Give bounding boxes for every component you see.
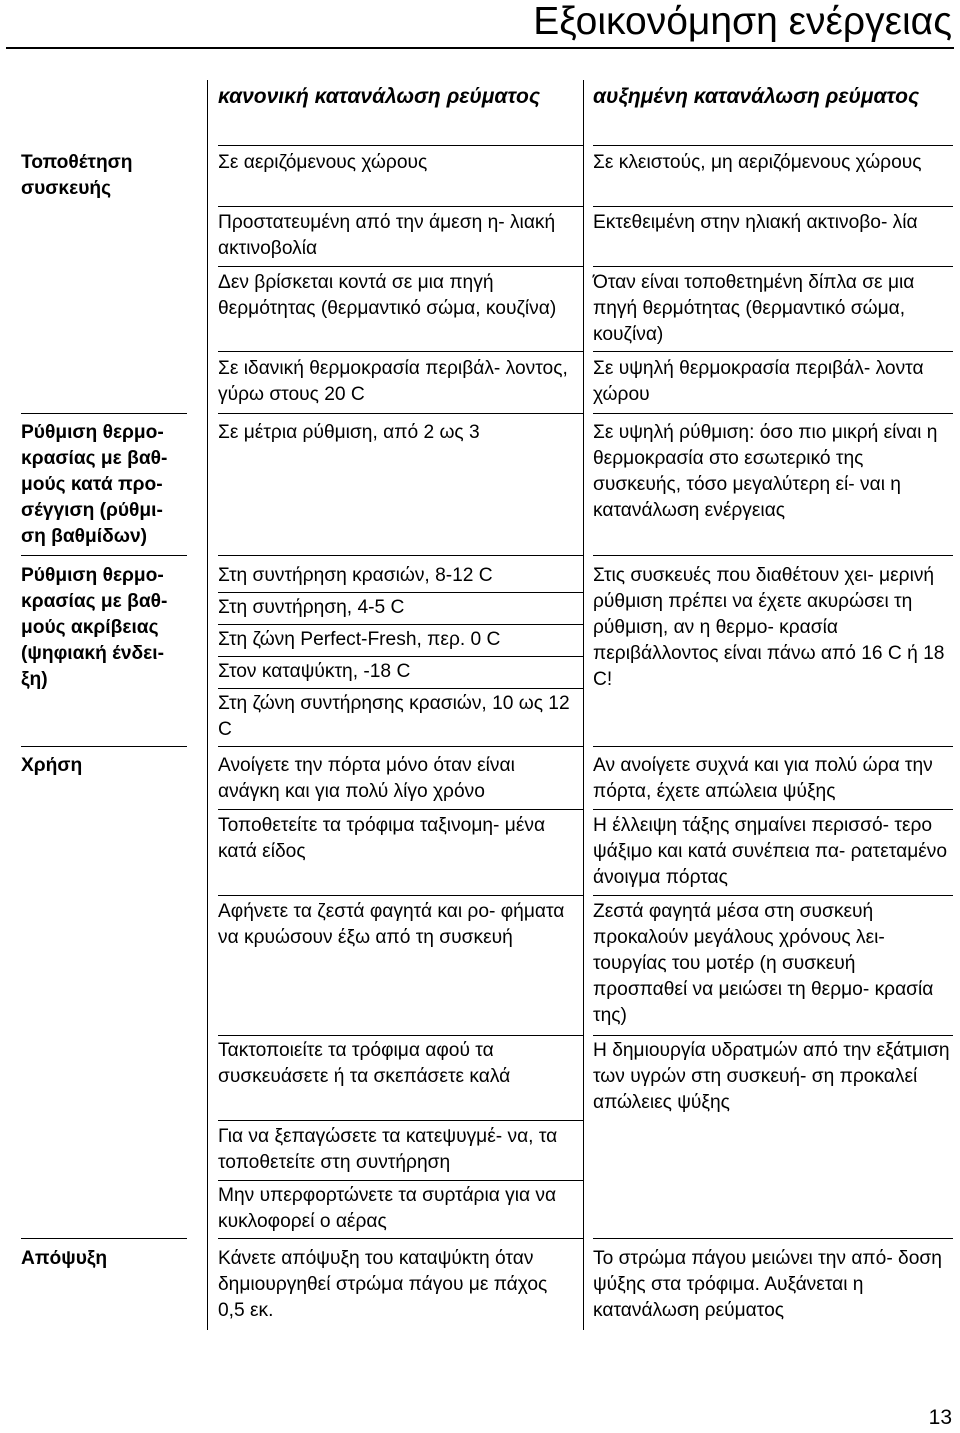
normal-placement-item: Σε αεριζόμενους χώρους: [218, 152, 428, 173]
normal-precise-item: Στη ζώνη συντήρησης κρασιών, 10 ως 12 C: [218, 693, 570, 740]
high-usage-item: Ζεστά φαγητά μέσα στη συσκευή προκαλούν μεγάλους χρόνους λει- τουργίας του μοτέρ (η συσκευή προσπαθεί να μειώσει τη θερμο- κρασία της): [593, 901, 934, 1026]
row-divider: [218, 1238, 584, 1239]
normal-usage-item: Αφήνετε τα ζεστά φαγητά και ρο- φήματα να κρυώσουν έξω από τη συσκευή: [218, 901, 565, 948]
item-divider: [593, 895, 953, 896]
normal-precise-item: Στη ζώνη Perfect-Fresh, περ. 0 C: [218, 629, 501, 650]
row-divider: [593, 555, 953, 556]
row-divider: [218, 413, 584, 414]
row-label-usage: Χρήση: [21, 755, 83, 776]
row-divider: [218, 555, 584, 556]
header-divider: [593, 145, 953, 146]
normal-precise-item: Στη συντήρηση κρασιών, 8-12 C: [218, 565, 493, 586]
normal-placement-item: Δεν βρίσκεται κοντά σε μια πηγή θερμότητας (θερμαντικό σώμα, κουζίνα): [218, 272, 557, 319]
row-divider: [21, 555, 187, 556]
high-placement-item: Σε υψηλή θερμοκρασία περιβάλ- λοντα χώρου: [593, 358, 924, 405]
item-divider: [218, 1035, 584, 1036]
column-header-high: αυξημένη κατανάλωση ρεύματος: [593, 85, 920, 108]
item-divider: [593, 351, 953, 352]
normal-usage-item: Ανοίγετε την πόρτα μόνο όταν είναι ανάγκη και για πολύ λίγο χρόνο: [218, 755, 515, 802]
high-placement-item: Όταν είναι τοποθετημένη δίπλα σε μια πηγή θερμότητας (θερμαντικό σώμα, κουζίνα): [593, 272, 915, 345]
row-divider: [593, 1238, 953, 1239]
header-divider: [218, 145, 584, 146]
item-divider: [593, 266, 953, 267]
normal-usage-item: Τοποθετείτε τα τρόφιμα ταξινομη- μένα κατά είδος: [218, 815, 546, 862]
high-usage-item: Αν ανοίγετε συχνά και για πολύ ώρα την πόρτα, έχετε απώλεια ψύξης: [593, 755, 933, 802]
column-divider-left: [207, 80, 208, 1330]
normal-usage-item: Τακτοποιείτε τα τρόφιμα αφού τα συσκευάσετε ή τα σκεπάσετε καλά: [218, 1040, 511, 1087]
high-placement-item: Σε κλειστούς, μη αεριζόμενους χώρους: [593, 152, 922, 173]
normal-usage-item: Για να ξεπαγώσετε τα κατεψυγμέ- να, τα τοποθετείτε στη συντήρηση: [218, 1126, 558, 1173]
item-divider: [218, 206, 584, 207]
item-divider: [218, 895, 584, 896]
header-rule: [6, 47, 954, 49]
page-number: 13: [928, 1406, 952, 1429]
row-label-placement: Τοποθέτηση συσκευής: [21, 152, 133, 199]
page-title: Εξοικονόμηση ενέργειας: [533, 0, 952, 43]
item-divider: [593, 1035, 953, 1036]
row-divider: [21, 746, 187, 747]
row-divider: [21, 1238, 187, 1239]
row-label-approx-setting: Ρύθμιση θερμο- κρασίας με βαθ- μούς κατά προ- σέγγιση (ρύθμι- ση βαθμίδων): [21, 422, 168, 547]
item-divider: [218, 351, 584, 352]
item-divider: [218, 624, 584, 625]
normal-approx-item: Σε μέτρια ρύθμιση, από 2 ως 3: [218, 422, 480, 443]
normal-placement-item: Σε ιδανική θερμοκρασία περιβάλ- λοντος, γύρω στους 20 C: [218, 358, 568, 405]
row-divider: [218, 746, 584, 747]
item-divider: [218, 592, 584, 593]
item-divider: [218, 688, 584, 689]
high-usage-item: Η έλλειψη τάξης σημαίνει περισσό- τερο ψάξιμο και κατά συνέπεια πα- ρατεταμένο άνοιγμα πόρτας: [593, 815, 948, 888]
high-approx-item: Σε υψηλή ρύθμιση: όσο πιο μικρή είναι η θερμοκρασία στο εσωτερικό της συσκευής, τόσο μεγαλύτερη εί- ναι η κατανάλωση ενέργειας: [593, 422, 938, 521]
high-precise-item: Στις συσκευές που διαθέτουν χει- μερινή ρύθμιση πρέπει να έχετε ακυρώσει τη ρύθμιση, αν η θερμο- κρασία περιβάλλοντος είναι πάνω από 16 C ή 18 C!: [593, 565, 945, 690]
item-divider: [593, 206, 953, 207]
high-usage-item: Η δημιουργία υδρατμών από την εξάτμιση των υγρών στη συσκευή- ση προκαλεί απώλειες ψύξης: [593, 1040, 950, 1113]
normal-defrost-item: Κάνετε απόψυξη του καταψύκτη όταν δημιουργηθεί στρώμα πάγου με πάχος 0,5 εκ.: [218, 1248, 548, 1321]
column-header-normal: κανονική κατανάλωση ρεύματος: [218, 85, 541, 108]
normal-placement-item: Προστατευμένη από την άμεση η- λιακή ακτινοβολία: [218, 212, 556, 259]
row-label-defrost: Απόψυξη: [21, 1248, 108, 1269]
item-divider: [218, 1120, 584, 1121]
normal-usage-item: Μην υπερφορτώνετε τα συρτάρια για να κυκλοφορεί ο αέρας: [218, 1185, 557, 1232]
high-defrost-item: Το στρώμα πάγου μειώνει την από- δοση ψύξης στα τρόφιμα. Αυξάνεται η κατανάλωση ρεύματος: [593, 1248, 942, 1321]
item-divider: [593, 809, 953, 810]
row-divider: [21, 413, 187, 414]
normal-precise-item: Στη συντήρηση, 4-5 C: [218, 597, 405, 618]
row-divider: [593, 746, 953, 747]
row-label-precise-setting: Ρύθμιση θερμο- κρασίας με βαθ- μούς ακρίβειας (ψηφιακή ένδει- ξη): [21, 565, 168, 690]
normal-precise-item: Στον καταψύκτη, -18 C: [218, 661, 411, 682]
item-divider: [218, 1180, 584, 1181]
item-divider: [218, 656, 584, 657]
row-divider: [593, 413, 953, 414]
item-divider: [218, 266, 584, 267]
column-divider-right: [583, 80, 584, 1330]
high-placement-item: Εκτεθειμένη στην ηλιακή ακτινοβο- λία: [593, 212, 918, 233]
item-divider: [218, 809, 584, 810]
